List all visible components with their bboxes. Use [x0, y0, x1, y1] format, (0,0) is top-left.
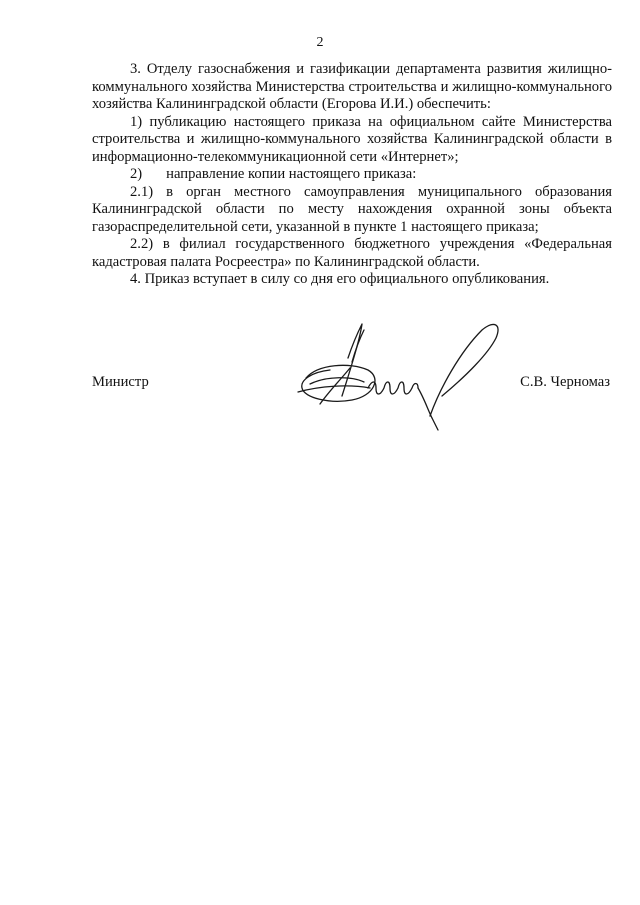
signatory-name: С.В. Черномаз	[520, 374, 610, 390]
paragraph-4: 4. Приказ вступает в силу со дня его официального опубликования.	[130, 271, 550, 287]
paragraph-3-1: 1) публикацию настоящего приказа на официальном сайте Министерства строительства и жилищно-коммунального хозяйства Калининградской области в информационно-телекоммуникационной сети «Интернет»;	[92, 113, 612, 165]
paragraph-3-2-2: 2.2) в филиал государственного бюджетного учреждения «Федеральная кадастровая палата Росреестра» по Калининградской области.	[92, 236, 612, 270]
paragraph-3-2	[92, 166, 612, 184]
paragraph-3-2-1: 2.1) в орган местного самоуправления муниципального образования Калининградской области по месту нахождения охранной зоны объекта газораспределительной сети, указанной в пункте 1 настоящего приказа;	[92, 183, 612, 235]
paragraph-3-2-text: направление копии настоящего приказа:	[166, 166, 417, 182]
page-number: 2	[316, 35, 324, 50]
signature-block	[92, 374, 612, 394]
document-body	[92, 61, 612, 289]
paragraph-3: 3. Отделу газоснабжения и газификации департамента развития жилищно-коммунального хозяйства Министерства строительства и жилищно-коммунального хозяйства Калининградской области (Егорова И.И.) обеспечить:	[92, 61, 612, 112]
paragraph-3-2-number: 2)	[130, 166, 143, 182]
signatory-title: Министр	[92, 374, 149, 390]
